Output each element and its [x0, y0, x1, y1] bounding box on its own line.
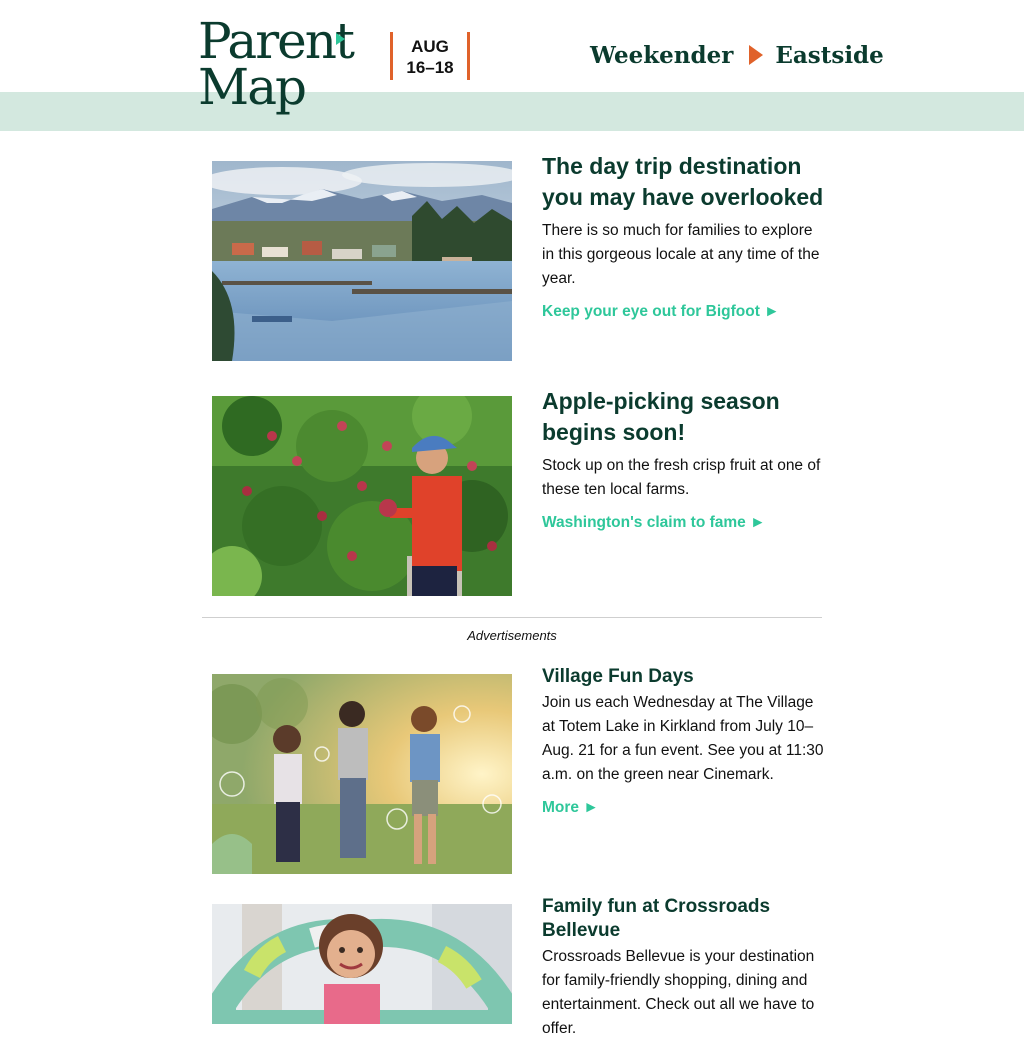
logo-triangle-icon — [336, 33, 345, 45]
header — [0, 0, 1024, 116]
harbor-town-photo[interactable] — [212, 161, 512, 361]
logo-line-1: Parent — [198, 12, 353, 70]
header-band — [0, 92, 1024, 131]
date-box — [390, 32, 470, 80]
ad-title[interactable]: Family fun at Crossroads Bellevue — [542, 896, 771, 941]
ad-description: Crossroads Bellevue is your destination for family-friendly shopping, dining and entertainment. Check out all we have to offer. — [542, 948, 815, 1037]
ad-text — [542, 665, 827, 817]
article-title[interactable]: The day trip destination you may have overlooked — [542, 153, 824, 210]
ad-description: Join us each Wednesday at The Village at Totem Lake in Kirkland from July 10–Aug. 21 for a fun event. See you at 11:30 a.m. on the green near Cinemark. — [542, 694, 824, 783]
date-month: AUG — [411, 37, 449, 56]
girl-in-ring-photo[interactable] — [212, 904, 512, 1024]
ad-cta-link[interactable]: More ► — [542, 799, 599, 816]
section-divider — [202, 617, 822, 618]
article-cta-link[interactable]: Washington's claim to fame ► — [542, 514, 766, 531]
article-title[interactable]: Apple-picking season begins soon! — [542, 388, 780, 445]
edition-label — [590, 38, 884, 72]
ad-text — [542, 895, 827, 1041]
article-text — [542, 151, 827, 321]
ad-title[interactable]: Village Fun Days — [542, 666, 694, 687]
article-cta-link[interactable]: Keep your eye out for Bigfoot ► — [542, 303, 780, 320]
newsletter-name: Weekender — [590, 41, 734, 69]
article-description: Stock up on the fresh crisp fruit at one of these ten local farms. — [542, 457, 821, 498]
article-description: There is so much for families to explore in this gorgeous locale at any time of the year. — [542, 222, 820, 287]
advertisements-label: Advertisements — [467, 628, 557, 643]
parentmap-logo[interactable] — [198, 12, 358, 122]
logo-line-2: Map — [198, 58, 306, 116]
kids-bubbles-photo[interactable] — [212, 674, 512, 874]
date-days: 16–18 — [406, 58, 454, 77]
region-name: Eastside — [775, 41, 884, 69]
apple-picking-photo[interactable] — [212, 396, 512, 596]
play-arrow-icon — [749, 45, 763, 65]
article-text — [542, 386, 827, 532]
